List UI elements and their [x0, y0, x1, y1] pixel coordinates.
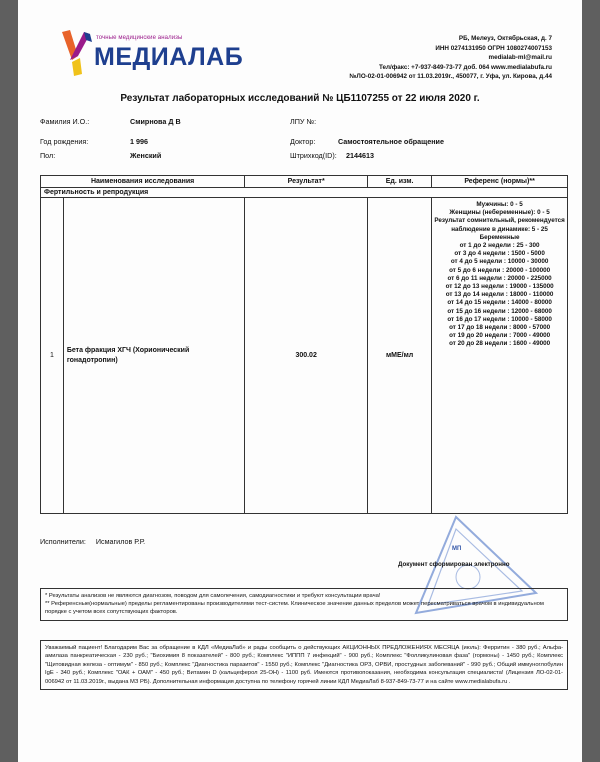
- footnotes: [40, 588, 568, 621]
- lab-address: РБ, Мелеуз, Октябрьская, д. 7: [458, 35, 552, 42]
- patient-name-label: Фамилия И.О.:: [40, 117, 90, 126]
- barcode-label: Штрихкод(ID):: [290, 151, 337, 160]
- birth-year-label: Год рождения:: [40, 137, 89, 146]
- test-reference: [432, 198, 568, 514]
- reference-line: от 4 до 5 недели : 10000 - 30000: [450, 258, 549, 266]
- stamp-label: МП: [452, 546, 462, 552]
- header-result: Результат*: [245, 176, 368, 188]
- section-title: Фертильность и репродукция: [41, 188, 568, 198]
- patient-name-value: Смирнова Д В: [130, 117, 181, 126]
- lab-phone: Тел/факс: +7-937-849-73-77 доб. 064 www.medialabufa.ru: [378, 63, 552, 71]
- reference-line: от 12 до 13 недели : 19000 - 135000: [445, 283, 554, 291]
- logo: [60, 26, 244, 86]
- reference-line: Беременные: [479, 233, 520, 241]
- logo-name: МЕДИАЛАБ: [94, 43, 244, 71]
- header-test-name: Наименования исследования: [41, 176, 245, 188]
- doctor-label: Доктор:: [290, 137, 316, 146]
- row-number: 1: [41, 198, 64, 514]
- reference-line: от 6 до 11 недели : 20000 - 225000: [447, 274, 552, 282]
- lpu-label: ЛПУ №:: [290, 117, 317, 126]
- executor-label: Исполнители:: [40, 537, 86, 546]
- formed-electronically: Документ сформирован электронно: [398, 561, 510, 568]
- header-unit: Ед. изм.: [368, 176, 432, 188]
- lab-email: medialab-ml@mail.ru: [488, 54, 552, 62]
- doctor-value: Самостоятельное обращение: [338, 137, 444, 146]
- logo-tagline: точные медицинские анализы: [96, 35, 183, 41]
- reference-line: Результат сомнительный, рекомендуется наблюдение в динамике: 5 - 25: [434, 217, 565, 233]
- reference-line: от 13 до 14 недели : 18000 - 110000: [445, 291, 554, 299]
- reference-line: Женщины (небеременные): 0 - 5: [449, 209, 550, 217]
- lab-report-sheet: [18, 0, 582, 762]
- test-result: 300.02: [245, 198, 368, 514]
- test-name: Бета фракция ХГЧ (Хорионический гонадотропин): [63, 198, 244, 514]
- test-unit: мМЕ/мл: [368, 198, 432, 514]
- table-row: [41, 198, 568, 514]
- reference-line: от 15 до 16 недели : 12000 - 68000: [447, 307, 552, 315]
- header-reference: Референс (нормы)**: [432, 176, 568, 188]
- barcode-value: 2144613: [346, 151, 374, 160]
- footnote-results: * Результаты анализов не являются диагнозом, поводом для самолечения, самодиагностики и требуют консультации врача!: [45, 593, 381, 599]
- lab-license: №ЛО-02-01-006942 от 11.03.2019г., 450077, г. Уфа, ул. Кирова, д.44: [349, 73, 552, 81]
- birth-year-value: 1 996: [130, 137, 148, 146]
- medialab-logo-icon: [60, 26, 94, 78]
- lab-inn-ogrn: ИНН 0274131950 ОГРН 1080274007153: [435, 44, 552, 52]
- promo-notice: Уважаемый пациент! Благодарим Вас за обращение в КДЛ «МедиаЛаб» и рады сообщить о действующих АКЦИОННЫХ ПРЕДЛОЖЕНИЯХ МЕСЯЦА (июль): Ферритин - 380 руб.; Альфа-амилаза панкреатическая - 230 руб.; "Биохимия 8 показателей" - 800 руб.; Комплекс "ИППП 7 инфекций" - 900 руб.; Комплекс "Фолликулиновая фаза" (гормоны) - 1450 руб.; Комплекс "Щитовидная железа - оптимум" - 850 руб.; Комплекс "Диагностика паразитов" - 1550 руб.; Комплекс "Диагностика ОРЗ, ОРВИ, простудных заболеваний" - 990 руб.; Общий иммуноглобулин IgE - 340 руб.; Комплекс "ОАК + ОАМ" - 450 руб.; Витамин D (кальцеферол 25-ОН) - 1100 руб. Имеются противопоказания, необходима консультация специалиста! (Лицензия ЛО-02-01-006942 от 11.03.2019г., выдана МЗ РБ). Дополнительная информация доступна по телефону горячей линии КДЛ МедиаЛаб 8-937-849-73-77 и на сайте www.medialabufa.ru .: [40, 640, 568, 690]
- reference-line: от 19 до 20 недели : 7000 - 49000: [449, 332, 551, 340]
- executor: [40, 537, 145, 546]
- reference-line: от 3 до 4 недели : 1500 - 5000: [454, 250, 545, 258]
- sex-value: Женский: [130, 151, 162, 160]
- reference-line: от 14 до 15 недели : 14000 - 80000: [447, 299, 552, 307]
- reference-line: от 1 до 2 недели : 25 - 300: [459, 242, 540, 250]
- footnote-reference: ** Референсные(нормальные) пределы регламентированы производителями тест-систем. Клиническое значение данных пределов может пересматриваться врачом в индивидуальном порядке с учетом всех сопутствующих факторов.: [45, 601, 544, 616]
- section-row: [41, 188, 568, 198]
- reference-line: от 5 до 6 недели : 20000 - 100000: [449, 266, 551, 274]
- sex-label: Пол:: [40, 151, 56, 160]
- reference-line: от 17 до 18 недели : 8000 - 57000: [449, 324, 551, 332]
- reference-line: от 16 до 17 недели : 10000 - 58000: [447, 315, 552, 323]
- table-header-row: [41, 176, 568, 188]
- executor-value: Исмагилов Р.Р.: [95, 537, 146, 546]
- reference-line: Мужчины: 0 - 5: [476, 201, 523, 208]
- document-title: Результат лабораторных исследований № ЦБ1107255 от 22 июля 2020 г.: [120, 93, 480, 104]
- results-table: [40, 175, 568, 514]
- lab-contact-info: [252, 34, 552, 82]
- reference-line: от 20 до 28 недели : 1600 - 49000: [449, 340, 551, 348]
